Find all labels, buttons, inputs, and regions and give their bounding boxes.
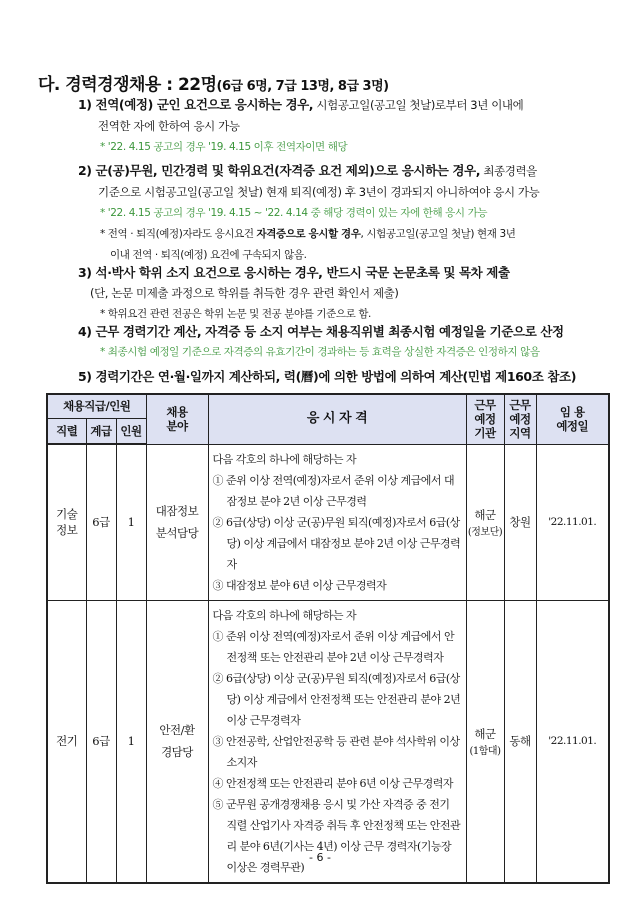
cell-org <box>466 600 504 883</box>
header-group: 채용직급/인원 <box>47 394 146 418</box>
recruitment-table <box>46 393 610 884</box>
item-5-head: 5) 경력기간은 연·월·일까지 계산하되, 력(曆)에 의한 방법에 의하여 계산(민법 제160조 참조) <box>78 369 577 384</box>
table-row <box>47 600 609 883</box>
qual-item: ④ 안전정책 또는 안전관리 분야 6년 이상 근무경력자 <box>212 776 453 790</box>
qual-item: ① 준위 이상 전역(예정)자로서 준위 이상 계급에서 안전정책 또는 안전관리 분야 2년 이상 근무경력자 <box>212 629 455 664</box>
cell-count: 1 <box>116 444 146 600</box>
cell-series: 기술 정보 <box>47 444 86 600</box>
header-count: 인원 <box>116 418 146 444</box>
item-2-rest: 최종경력을 <box>480 164 537 178</box>
org-name: 해군 <box>474 726 496 741</box>
cell-field: 안전/환 경담당 <box>146 600 208 883</box>
cell-count: 1 <box>116 600 146 883</box>
item-2-note2 <box>78 224 608 245</box>
title-sub: (6급 6명, 7급 13명, 8급 3명) <box>216 79 389 94</box>
cell-date: '22.11.01. <box>536 444 609 600</box>
qual-item: ① 준위 이상 전역(예정)자로서 준위 이상 계급에서 대잠정보 분야 2년 이상 근무경력 <box>212 473 455 508</box>
cell-date: '22.11.01. <box>536 600 609 883</box>
cell-series: 전기 <box>47 600 86 883</box>
qual-item: ③ 안전공학, 산업안전공학 등 관련 분야 석사학위 이상 소지자 <box>212 734 460 769</box>
cell-region: 창원 <box>504 444 536 600</box>
cell-grade: 6급 <box>86 444 116 600</box>
item-2 <box>78 160 608 266</box>
cell-region: 동해 <box>504 600 536 883</box>
table-row <box>47 444 609 600</box>
item-3-head: 3) 석·박사 학위 소지 요건으로 응시하는 경우, 반드시 국문 논문초록 및 목차 제출 <box>78 265 510 280</box>
item-4-note: * 최종시험 예정일 기준으로 자격증의 유효기간이 경과하는 등 효력을 상실한 자격증은 인정하지 않음 <box>100 346 540 358</box>
qual-item: ⑤ 군무원 공개경쟁채용 응시 및 가산 자격증 중 전기 직렬 산업기사 자격증 취득 후 안전정책 또는 안전관리 분야 6년(기사는 4년) 이상 근무 경력자(기능장 이상은 경력무관) <box>212 797 461 874</box>
item-3-cont: (단, 논문 미제출 과정으로 학위를 취득한 경우 관련 확인서 제출) <box>90 286 399 300</box>
header-qual: 응 시 자 격 <box>208 394 466 444</box>
header-region: 근무 예정 지역 <box>504 394 536 444</box>
header-field: 채용 분야 <box>146 394 208 444</box>
item-1 <box>78 94 608 158</box>
item-2-head: 2) 군(공)무원, 민간경력 및 학위요건(자격증 요건 제외)으로 응시하는 경우, <box>78 163 481 178</box>
item-1-note: * '22. 4.15 공고의 경우 '19. 4.15 이후 전역자이면 해당 <box>100 141 348 153</box>
qual-item: ② 6급(상당) 이상 군(공)무원 퇴직(예정)자로서 6급(상당) 이상 계급에서 안전정책 또는 안전관리 분야 2년 이상 근무경력자 <box>212 671 461 727</box>
item-1-rest: 시험공고일(공고일 첫날)로부터 3년 이내에 <box>313 98 524 112</box>
title-main: 다. 경력경쟁채용 : 22명 <box>38 75 217 95</box>
org-sub: (정보단) <box>467 526 503 538</box>
header-grade: 계급 <box>86 418 116 444</box>
note2-c: , 시험공고일(공고일 첫날) 현재 3년 <box>360 228 516 240</box>
org-sub: (1함대) <box>469 745 501 757</box>
item-4 <box>78 321 608 363</box>
cell-grade: 6급 <box>86 600 116 883</box>
item-1-head: 1) 전역(예정) 군인 요건으로 응시하는 경우, <box>78 97 314 112</box>
item-2-note2-cont: 이내 전역 · 퇴직(예정) 요건에 구속되지 않음. <box>110 249 307 261</box>
item-4-head: 4) 근무 경력기간 계산, 자격증 등 소지 여부는 채용직위별 최종시험 예정일을 기준으로 산정 <box>78 324 564 339</box>
cell-org <box>466 444 504 600</box>
item-5 <box>78 366 608 387</box>
header-org: 근무 예정 기관 <box>466 394 504 444</box>
cell-qual <box>208 444 466 600</box>
item-3-note: * 학위요건 관련 전공은 학위 논문 및 전공 분야를 기준으로 함. <box>100 308 371 320</box>
qual-intro: 다음 각호의 하나에 해당하는 자 <box>212 608 357 622</box>
item-3 <box>78 262 608 325</box>
qual-item: ② 6급(상당) 이상 군(공)무원 퇴직(예정)자로서 6급(상당) 이상 계급에서 대잠정보 분야 2년 이상 근무경력자 <box>212 515 461 571</box>
note2-b: 자격증으로 응시할 경우 <box>256 228 361 240</box>
header-series: 직렬 <box>47 418 86 444</box>
item-1-cont: 전역한 자에 한하여 응시 가능 <box>98 119 240 133</box>
page-number: - 6 - <box>309 851 331 864</box>
section-title <box>38 70 389 95</box>
header-date: 임 용 예정일 <box>536 394 609 444</box>
qual-item: ③ 대잠정보 분야 6년 이상 근무경력자 <box>212 578 387 592</box>
item-2-note: * '22. 4.15 공고의 경우 '19. 4.15 ~ '22. 4.14 중 해당 경력이 있는 자에 한해 응시 가능 <box>100 207 488 219</box>
cell-qual <box>208 600 466 883</box>
cell-field: 대잠정보 분석담당 <box>146 444 208 600</box>
item-2-cont: 기준으로 시험공고일(공고일 첫날) 현재 퇴직(예정) 후 3년이 경과되지 아니하여야 응시 가능 <box>98 185 540 199</box>
note2-a: * 전역 · 퇴직(예정)자라도 응시요건 <box>100 228 257 240</box>
qual-intro: 다음 각호의 하나에 해당하는 자 <box>212 452 357 466</box>
org-name: 해군 <box>474 507 496 522</box>
